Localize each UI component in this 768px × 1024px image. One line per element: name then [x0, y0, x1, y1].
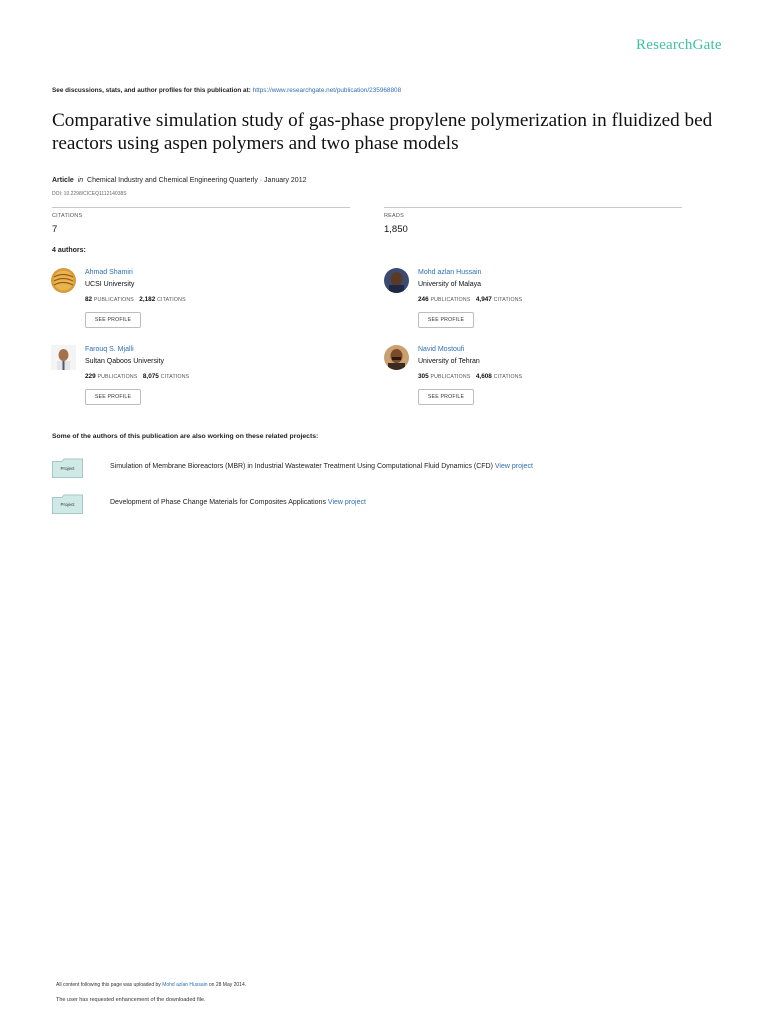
publications-count: 229: [85, 373, 96, 380]
project-item: [52, 458, 692, 480]
project-badge: Project: [60, 502, 75, 507]
publication-title: Comparative simulation study of gas-phase propylene polymerization in fluidized bed reactors using aspen polymers and two phase models: [52, 110, 713, 154]
publications-count: 246: [418, 296, 429, 303]
uploader-link[interactable]: Mohd azlan Hussain: [162, 982, 208, 988]
citations-count: 4,947: [475, 296, 492, 303]
citations-label: CITATIONS: [160, 374, 190, 380]
author-stats: [418, 296, 522, 303]
see-profile-button[interactable]: SEE PROFILE: [85, 389, 141, 405]
project-title: Simulation of Membrane Bioreactors (MBR) in Industrial Wastewater Treatment Using Computational Fluid Dynamics (CFD): [110, 463, 493, 470]
journal-info: Chemical Industry and Chemical Engineering Quarterly · January 2012: [87, 177, 307, 184]
citations-count: 8,075: [142, 373, 159, 380]
avatar[interactable]: [384, 268, 409, 293]
author-card: [384, 268, 684, 338]
citations-count: 4,608: [475, 373, 492, 380]
project-badge: Project: [60, 466, 75, 471]
see-profile-button[interactable]: SEE PROFILE: [418, 312, 474, 328]
citations-count: 2,182: [139, 296, 156, 303]
author-stats: [85, 373, 189, 380]
author-name[interactable]: Ahmad Shamiri: [85, 269, 133, 276]
publication-url-link[interactable]: https://www.researchgate.net/publication/235968808: [252, 87, 402, 94]
upload-notice: [56, 982, 246, 988]
citations-label: CITATIONS: [493, 374, 523, 380]
author-affiliation: UCSI University: [85, 281, 135, 288]
article-type: Article: [52, 177, 74, 184]
author-card: [51, 345, 351, 415]
author-name[interactable]: Mohd azlan Hussain: [418, 269, 482, 276]
discussion-line: [52, 87, 401, 94]
see-profile-button[interactable]: SEE PROFILE: [85, 312, 141, 328]
citations-label: CITATIONS: [493, 297, 523, 303]
citations-label: CITATIONS: [52, 213, 83, 219]
author-affiliation: University of Tehran: [418, 358, 480, 365]
doi: DOI: 10.2298/CICEQ111214038S: [52, 191, 127, 197]
discussion-prefix: See discussions, stats, and author profiles for this publication at:: [52, 87, 253, 94]
author-affiliation: University of Malaya: [418, 281, 482, 288]
author-stats: [418, 373, 522, 380]
avatar[interactable]: [51, 345, 76, 370]
avatar[interactable]: [384, 345, 409, 370]
reads-label: READS: [384, 213, 404, 219]
related-projects-heading: Some of the authors of this publication are also working on these related projects:: [52, 433, 319, 440]
project-label: [110, 499, 366, 506]
author-name[interactable]: Farouq S. Mjalli: [85, 346, 134, 353]
see-profile-button[interactable]: SEE PROFILE: [418, 389, 474, 405]
project-label: [110, 463, 533, 470]
citations-label: CITATIONS: [157, 297, 186, 303]
publications-count: 305: [418, 373, 429, 380]
view-project-link[interactable]: View project: [327, 499, 366, 506]
citations-value: 7: [52, 224, 58, 235]
citations-divider: [52, 207, 350, 208]
enhancement-notice: The user has requested enhancement of the downloaded file.: [56, 997, 206, 1003]
project-item: [52, 494, 692, 516]
authors-heading: 4 authors:: [52, 247, 86, 254]
article-meta: [52, 177, 306, 184]
author-affiliation: Sultan Qaboos University: [85, 358, 164, 365]
publications-label: PUBLICATIONS: [93, 297, 134, 303]
avatar[interactable]: [51, 268, 76, 293]
article-in: in: [77, 177, 84, 184]
researchgate-logo[interactable]: ResearchGate: [636, 37, 722, 53]
reads-value: 1,850: [384, 224, 408, 235]
project-title: Development of Phase Change Materials for Composites Applications: [110, 499, 326, 506]
publications-count: 82: [85, 296, 93, 303]
upload-prefix: All content following this page was uploaded by: [56, 982, 163, 988]
publications-label: PUBLICATIONS: [430, 297, 471, 303]
reads-divider: [384, 207, 682, 208]
publications-label: PUBLICATIONS: [97, 374, 138, 380]
author-name[interactable]: Navid Mostoufi: [418, 346, 465, 353]
author-card: [384, 345, 684, 415]
publications-label: PUBLICATIONS: [430, 374, 471, 380]
view-project-link[interactable]: View project: [494, 463, 533, 470]
author-card: [51, 268, 351, 338]
author-stats: [85, 296, 186, 303]
upload-suffix: on 28 May 2014.: [207, 982, 247, 988]
